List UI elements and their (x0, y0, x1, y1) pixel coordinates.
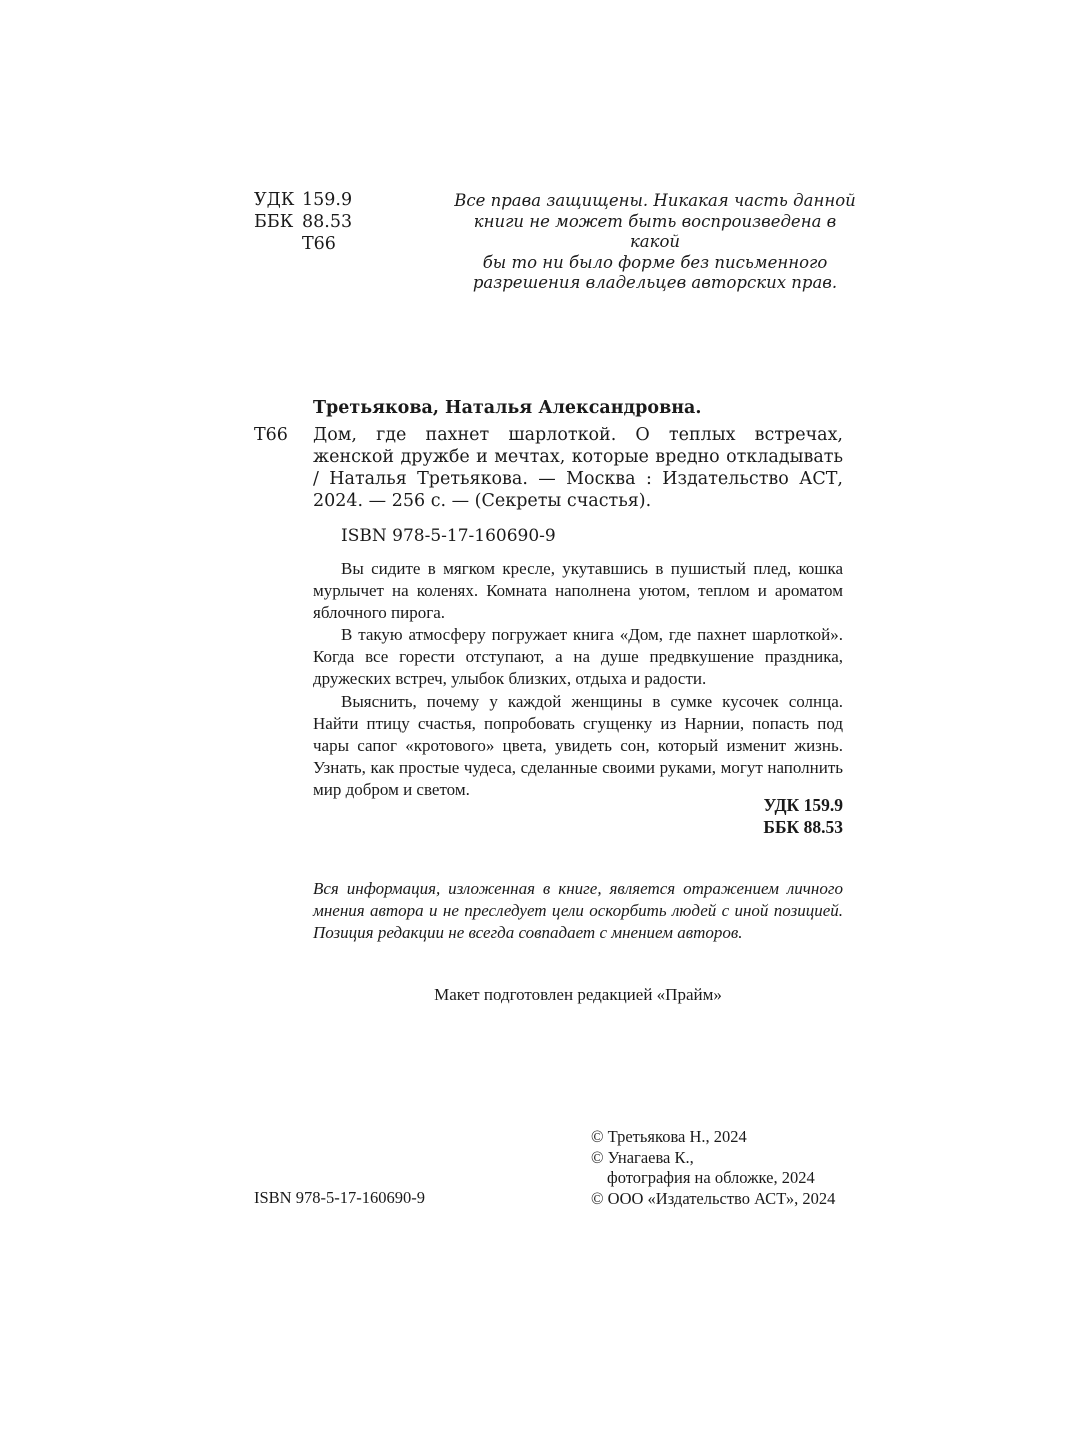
isbn: ISBN 978-5-17-160690-9 (341, 526, 556, 546)
bbk-value: 88.53 (302, 212, 353, 232)
rights-line: разрешения владельцев авторских прав. (472, 273, 838, 292)
rights-line: книги не может быть воспроизведена в какой (473, 211, 837, 251)
annotation-paragraph: В такую атмосферу погружает книга «Дом, где пахнет шарлоткой». Когда все горести отступают, а на душе предвкушение праздника, дружеских встреч, улыбок близких, отдыха и радости. (313, 625, 843, 689)
rights-line: Все права защищены. Никакая часть данной (454, 191, 856, 210)
rights-notice (450, 191, 860, 294)
annotation-paragraph: Вы сидите в мягком кресле, укутавшись в пушистый плед, кошка мурлычет на коленях. Комната наполнена уютом, теплом и ароматом яблочного пирога. (313, 559, 843, 623)
bibliography-mark: Т66 (254, 425, 288, 445)
bbk-row (254, 211, 352, 233)
copyright-line: © ООО «Издательство АСТ», 2024 (591, 1188, 836, 1208)
bibliographic-description: Дом, где пахнет шарлоткой. О теплых встречах, женской дружбе и мечтах, которые вредно откладывать / Наталья Третьякова. — Москва : Издательство АСТ, 2024. — 256 с. — (Секреты счастья). (313, 425, 843, 511)
author-mark: Т66 (302, 234, 336, 254)
annotation-codes (763, 794, 843, 838)
author-heading: Третьякова, Наталья Александровна. (313, 398, 702, 418)
udk-value: 159.9 (302, 190, 353, 210)
copyright-block (591, 1127, 835, 1209)
disclaimer: Вся информация, изложенная в книге, является отражением личного мнения автора и не преследует цели оскорбить людей с иной позицией. Позиция редакции не всегда совпадает с мнением авторов. (313, 879, 843, 942)
bbk-label: ББК (254, 212, 294, 232)
udk-label: УДК (254, 190, 295, 210)
footer-isbn: ISBN 978-5-17-160690-9 (254, 1188, 425, 1207)
copyright-line: © Третьякова Н., 2024 (591, 1127, 747, 1146)
copyright-line: © Унагаева К., (591, 1147, 694, 1167)
annotation-paragraph: Выяснить, почему у каждой женщины в сумке кусочек солнца. Найти птицу счастья, попробовать сгущенку из Нарнии, попасть под чары сапог «кротового» цвета, увидеть сон, который изменит жизнь. Узнать, как простые чудеса, сделанные своими руками, могут наполнить мир добром и светом. (313, 691, 843, 799)
annotation-bbk: ББК 88.53 (763, 817, 843, 837)
rights-line: бы то ни было форме без письменного (482, 252, 828, 272)
classification-codes (254, 189, 352, 255)
copyright-line: фотография на обложке, 2024 (607, 1168, 815, 1187)
annotation (313, 558, 843, 801)
annotation-udk: УДК 159.9 (763, 795, 843, 815)
layout-credit: Макет подготовлен редакцией «Прайм» (434, 985, 722, 1004)
udk-row (254, 189, 352, 211)
